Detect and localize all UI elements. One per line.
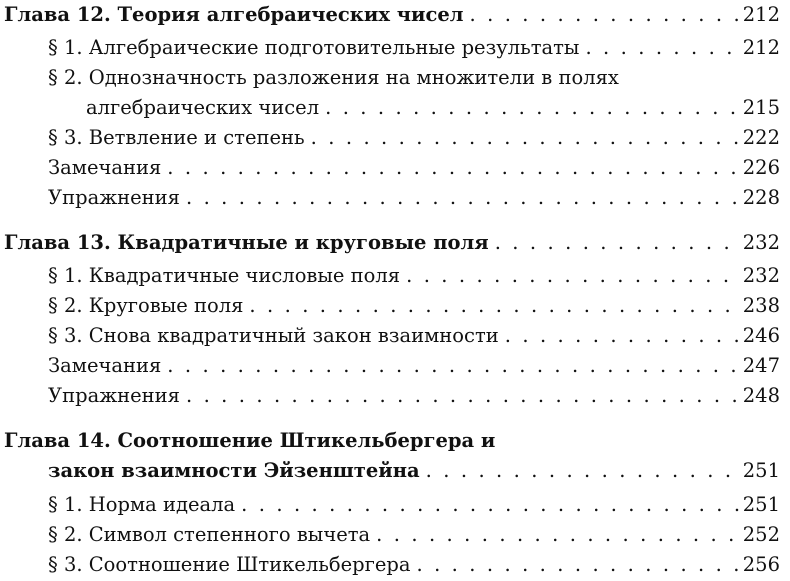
leader-dots	[249, 291, 738, 321]
leader-dots	[241, 490, 739, 520]
page-number: 215	[742, 96, 780, 119]
entry-label-first-line[interactable]: § 2. Однозначность разложения на множители в полях	[48, 66, 619, 89]
page-number: 232	[742, 231, 780, 254]
toc-entry[interactable]	[48, 520, 780, 550]
entry-label: Замечания	[48, 354, 162, 377]
toc-entry[interactable]	[48, 381, 780, 411]
leader-dots	[376, 520, 739, 550]
chapter-title: Глава 12. Теория алгебраических чисел	[4, 3, 464, 26]
toc-entry[interactable]	[48, 490, 780, 520]
leader-dots	[186, 183, 739, 213]
leader-dots	[186, 381, 739, 411]
entry-label: § 3. Снова квадратичный закон взаимности	[48, 324, 499, 347]
toc-chapter-12[interactable]	[4, 0, 780, 30]
page-number: 238	[742, 294, 780, 317]
leader-dots	[167, 351, 738, 381]
leader-dots	[585, 33, 738, 63]
entry-label: § 3. Ветвление и степень	[48, 126, 305, 149]
leader-dots	[505, 321, 739, 351]
toc-entry[interactable]	[48, 183, 780, 213]
entry-label: § 1. Алгебраические подготовительные результаты	[48, 36, 580, 59]
toc-entry[interactable]	[48, 261, 780, 291]
leader-dots	[416, 550, 738, 580]
entry-label-continued: алгебраических чисел	[86, 96, 320, 119]
chapter-title: Глава 13. Квадратичные и круговые поля	[4, 231, 489, 254]
page-number: 256	[742, 553, 780, 576]
toc-chapter-14[interactable]	[48, 456, 780, 486]
leader-dots	[311, 123, 739, 153]
page-number: 222	[742, 126, 780, 149]
page-number: 232	[742, 264, 780, 287]
page-number: 228	[742, 186, 780, 209]
leader-dots	[470, 0, 739, 30]
chapter-title-first-line[interactable]: Глава 14. Соотношение Штикельбергера и	[4, 429, 496, 452]
entry-label: Замечания	[48, 156, 162, 179]
toc-entry[interactable]	[48, 351, 780, 381]
entry-label: § 1. Квадратичные числовые поля	[48, 264, 401, 287]
page-number: 247	[742, 354, 780, 377]
entry-label: § 2. Символ степенного вычета	[48, 523, 371, 546]
leader-dots	[167, 153, 738, 183]
toc-chapter-13[interactable]	[4, 228, 780, 258]
chapter-title-continued: закон взаимности Эйзенштейна	[48, 459, 420, 482]
entry-label: § 3. Соотношение Штикельбергера	[48, 553, 411, 576]
entry-label: § 2. Круговые поля	[48, 294, 244, 317]
page-number: 212	[742, 36, 780, 59]
toc-entry[interactable]	[48, 123, 780, 153]
toc-entry[interactable]	[86, 93, 780, 123]
entry-label: Упражнения	[48, 186, 180, 209]
toc-entry[interactable]	[48, 291, 780, 321]
page-number: 226	[742, 156, 780, 179]
leader-dots	[426, 456, 739, 486]
page-number: 212	[742, 3, 780, 26]
leader-dots	[406, 261, 739, 291]
toc-entry[interactable]	[48, 550, 780, 580]
leader-dots	[495, 228, 739, 258]
entry-label: § 1. Норма идеала	[48, 493, 236, 516]
page-number: 248	[742, 384, 780, 407]
page-number: 246	[742, 324, 780, 347]
page-number: 251	[742, 493, 780, 516]
entry-label: Упражнения	[48, 384, 180, 407]
toc-entry[interactable]	[48, 33, 780, 63]
page-number: 252	[742, 523, 780, 546]
toc-entry[interactable]	[48, 321, 780, 351]
toc-entry[interactable]	[48, 153, 780, 183]
page-number: 251	[742, 459, 780, 482]
leader-dots	[325, 93, 739, 123]
